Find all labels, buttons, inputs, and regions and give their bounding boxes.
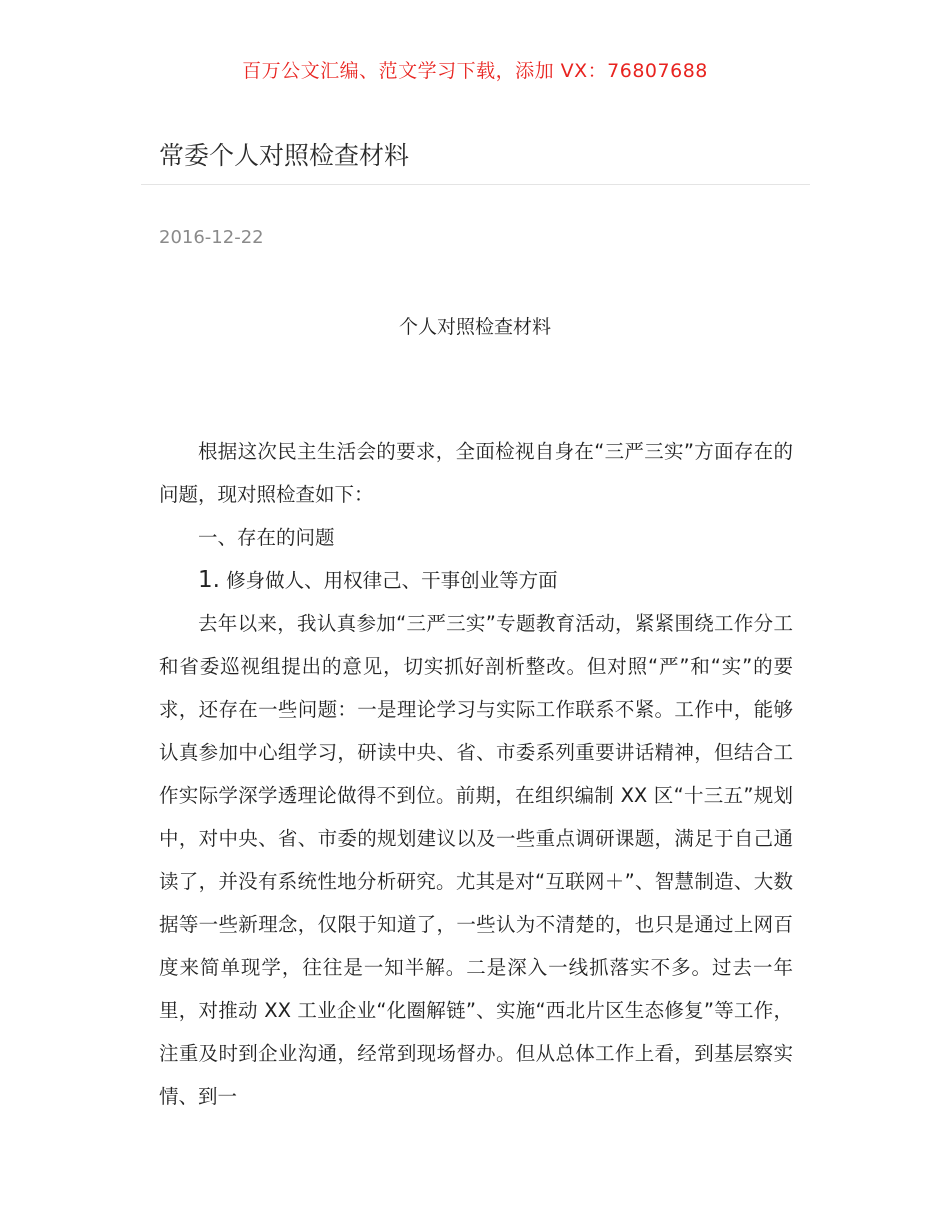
article-title: 常委个人对照检查材料 [159,141,410,170]
sub-heading-text: 修身做人、用权律己、干事创业等方面 [226,569,558,592]
article-body [159,430,793,1118]
sub-heading-number: 1. [198,567,220,593]
publish-date: 2016-12-22 [159,227,264,248]
section-heading: 一、存在的问题 [198,526,335,549]
body-paragraph: 去年以来，我认真参加“三严三实”专题教育活动，紧紧围绕工作分工和省委巡视组提出的意见，切实抓好剖析整改。但对照“严”和“实”的要求，还存在一些问题：一是理论学习与实际工作联系不紧。工作中，能够认真参加中心组学习，研读中央、省、市委系列重要讲话精神，但结合工作实际学深学透理论做得不到位。前期，在组织编制 XX 区“十三五”规划中，对中央、省、市委的规划建议以及一些重点调研课题，满足于自己通读了，并没有系统性地分析研究。尤其是对“互联网＋”、智慧制造、大数据等一些新理念，仅限于知道了，一些认为不清楚的，也只是通过上网百度来简单现学，往往是一知半解。二是深入一线抓落实不多。过去一年里，对推动 XX 工业企业“化圈解链”、实施“西北片区生态修复”等工作，注重及时到企业沟通，经常到现场督办。但从总体工作上看，到基层察实情、到一 [159,612,793,1108]
title-divider [141,184,810,185]
intro-paragraph: 根据这次民主生活会的要求，全面检视自身在“三严三实”方面存在的问题，现对照检查如下： [159,440,793,506]
document-subtitle: 个人对照检查材料 [398,316,551,338]
sub-heading [159,559,793,602]
promo-banner: 百万公文汇编、范文学习下载，添加 VX：76807688 [242,60,708,82]
